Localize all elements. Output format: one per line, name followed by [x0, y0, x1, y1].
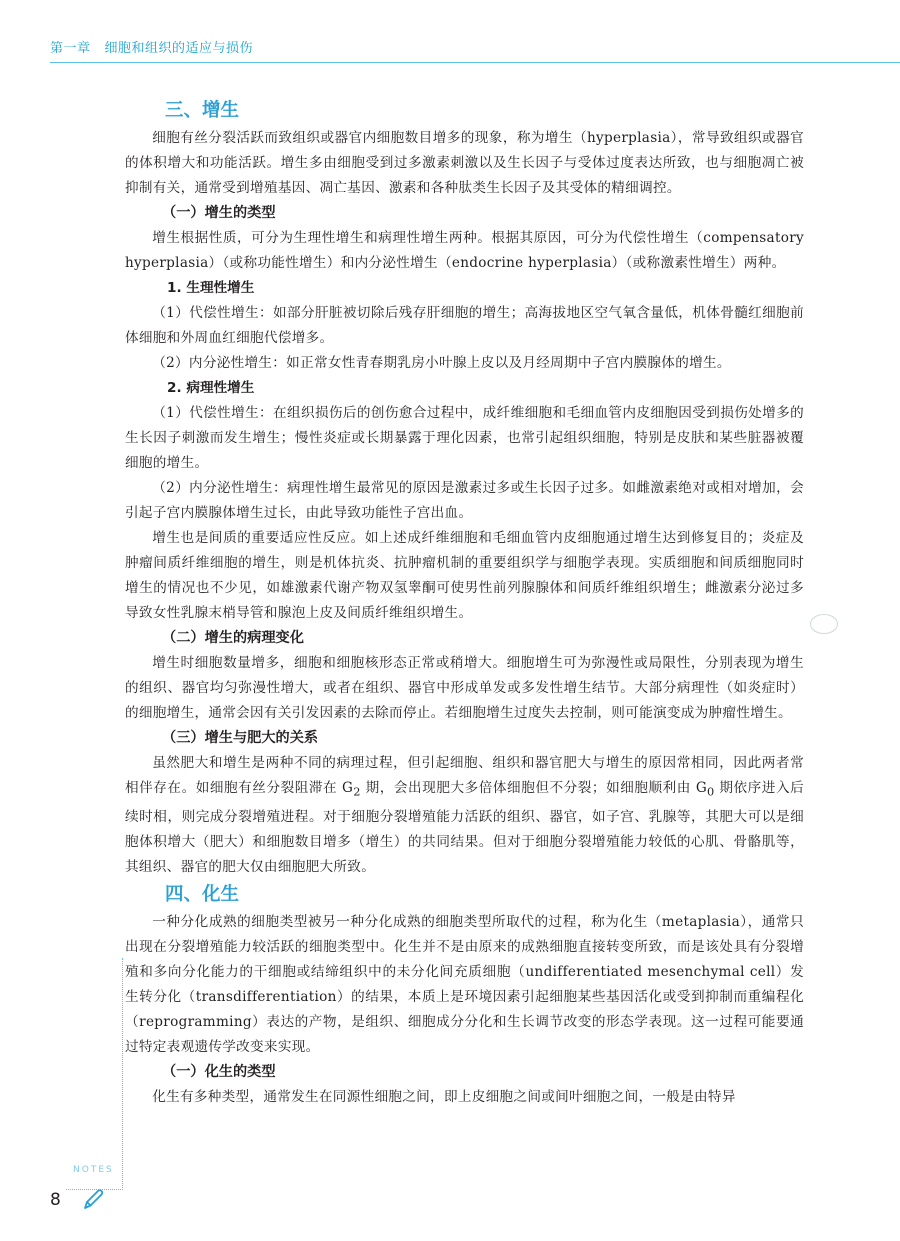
chapter-header: [50, 37, 253, 56]
header-rule: [50, 62, 900, 63]
subsection-title-types: （一）增生的类型: [162, 205, 276, 221]
paragraph: （2）内分泌性增生：如正常女性青春期乳房小叶腺上皮以及月经周期中子宫内膜腺体的增生。: [152, 355, 731, 371]
notes-label: NOTES: [73, 1165, 114, 1175]
subsection-title-relationship: （三）增生与肥大的关系: [162, 730, 319, 746]
page-number: 8: [50, 1190, 61, 1210]
paragraph: 细胞有丝分裂活跃而致组织或器官内细胞数目增多的现象，称为增生（hyperplasia），常导致组织或器官的体积增大和功能活跃。增生多由细胞受到过多激素刺激以及生长因子与受体过度表达所致，也与细胞凋亡被抑制有关，通常受到增殖基因、凋亡基因、激素和各种肽类生长因子及其受体的精细调控。: [125, 130, 804, 196]
section-title-metaplasia: 四、化生: [165, 883, 240, 905]
text-run: 虽然肥大和增生是两种不同的病理过程，但引起细胞、组织和器官肥大与增生的原因常相同，因此两者常相伴存在。如细胞有丝分裂阻滞在 G: [125, 755, 804, 796]
section-title-hyperplasia: 三、增生: [165, 100, 240, 121]
paragraph: （1）代偿性增生：如部分肝脏被切除后残存肝细胞的增生；高海拔地区空气氧含量低，机体骨髓红细胞前体细胞和外周血红细胞代偿增多。: [125, 305, 804, 346]
subscript: 0: [706, 784, 715, 799]
text-run: 期依序进入后续时相，则完成分裂增殖进程。对于细胞分裂增殖能力活跃的组织、器官，如子宫、乳腺等，其肥大可以是细胞体积增大（肥大）和细胞数目增多（增生）的共同结果。但对于细胞分裂增殖能力较低的心肌、骨骼肌等，其组织、器官的肥大仅由细胞肥大所致。: [125, 780, 804, 875]
paragraph: 化生有多种类型，通常发生在同源性细胞之间，即上皮细胞之间或间叶细胞之间，一般是由特异: [152, 1088, 736, 1105]
paragraph: [125, 751, 804, 880]
chapter-title: 细胞和组织的适应与损伤: [104, 41, 254, 56]
paragraph: 一种分化成熟的细胞类型被另一种分化成熟的细胞类型所取代的过程，称为化生（metaplasia），通常只出现在分裂增殖能力较活跃的细胞类型中。化生并不是由原来的成熟细胞直接转变所致，而是该处具有分裂增殖和多向分化能力的干细胞或结缔组织中的未分化间充质细胞（undifferentiated mesenchymal cell）发生转分化（transdifferentiation）的结果，本质上是环境因素引起细胞某些基因活化或受到抑制而重编程化（reprogramming）表达的产物，是组织、细胞成分分化和生长调节改变的形态学表现。这一过程可能要通过特定表观遗传学改变来实现。: [125, 913, 804, 1055]
item-title-physiological: 1. 生理性增生: [167, 280, 255, 296]
text-run: 期，会出现肥大多倍体细胞但不分裂；如细胞顺利由 G: [360, 780, 707, 796]
pen-icon: [80, 1187, 106, 1213]
chapter-number: 第一章: [50, 41, 91, 56]
paragraph: （2）内分泌性增生：病理性增生最常见的原因是激素过多或生长因子过多。如雌激素绝对或相对增加，会引起子宫内膜腺体增生过长，由此导致功能性子宫出血。: [125, 480, 804, 521]
subscript: 2: [353, 784, 361, 799]
subsection-title-pathology: （二）增生的病理变化: [162, 630, 304, 646]
item-title-pathological: 2. 病理性增生: [167, 380, 255, 396]
page-content: [125, 96, 804, 1110]
round-mark: [810, 614, 838, 634]
subsection-title-metaplasia-types: （一）化生的类型: [162, 1063, 276, 1080]
paragraph: 增生时细胞数量增多，细胞和细胞核形态正常或稍增大。细胞增生可为弥漫性或局限性，分别表现为增生的组织、器官均匀弥漫性增大，或者在组织、器官中形成单发或多发性增生结节。大部分病理性（如炎症时）的细胞增生，通常会因有关引发因素的去除而停止。若细胞增生过度失去控制，则可能演变成为肿瘤性增生。: [125, 655, 804, 721]
paragraph: （1）代偿性增生：在组织损伤后的创伤愈合过程中，成纤维细胞和毛细血管内皮细胞因受到损伤处增多的生长因子刺激而发生增生；慢性炎症或长期暴露于理化因素，也常引起组织细胞，特别是皮肤和某些脏器被覆细胞的增生。: [125, 405, 804, 471]
notes-margin-line: [122, 958, 123, 1190]
paragraph: 增生也是间质的重要适应性反应。如上述成纤维细胞和毛细血管内皮细胞通过增生达到修复目的；炎症及肿瘤间质纤维细胞的增生，则是机体抗炎、抗肿瘤机制的重要组织学与细胞学表现。实质细胞和间质细胞同时增生的情况也不少见，如雄激素代谢产物双氢睾酮可使男性前列腺腺体和间质纤维组织增生；雌激素分泌过多导致女性乳腺末梢导管和腺泡上皮及间质纤维组织增生。: [125, 530, 804, 621]
paragraph: 增生根据性质，可分为生理性增生和病理性增生两种。根据其原因，可分为代偿性增生（compensatory hyperplasia）（或称功能性增生）和内分泌性增生（endocrine hyperplasia）（或称激素性增生）两种。: [125, 230, 804, 271]
